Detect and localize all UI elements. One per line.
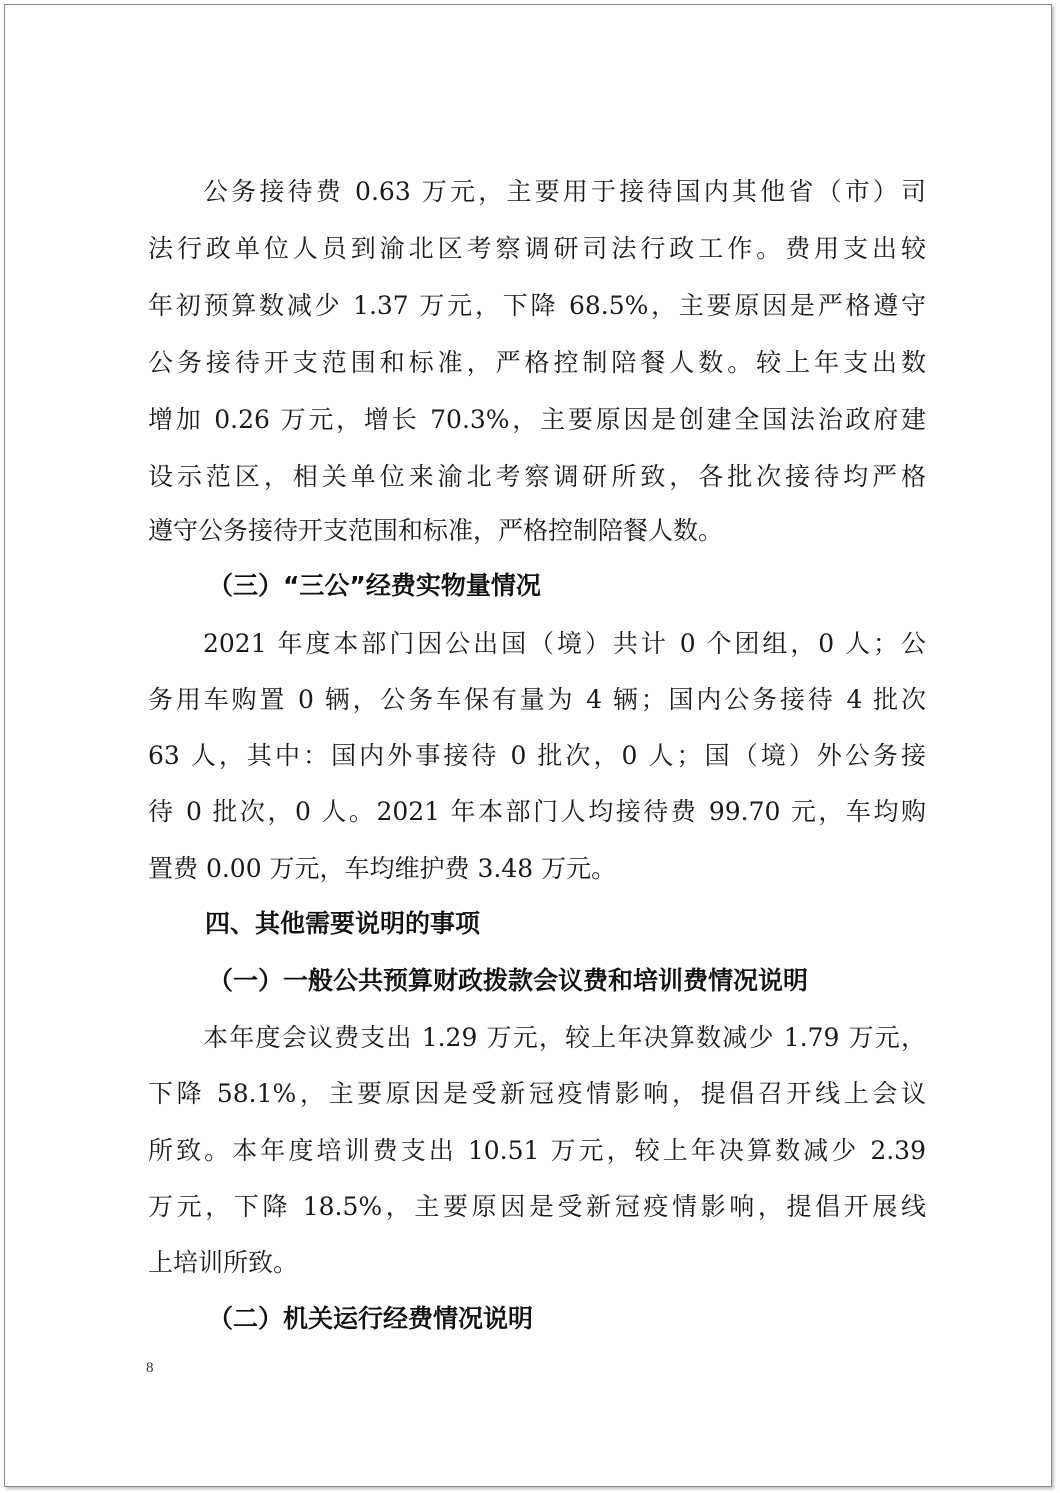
paragraph-line: 所致。本年度培训费支出 10.51 万元，较上年决算数减少 2.39 [148,1136,926,1165]
paragraph-line: 2021 年度本部门因公出国（境）共计 0 个团组，0 人；公 [203,629,926,658]
paragraph-line: 下降 58.1%，主要原因是受新冠疫情影响，提倡召开线上会议 [148,1079,926,1108]
section-heading-4-2: （二）机关运行经费情况说明 [208,1304,534,1333]
paragraph-line: 年初预算数减少 1.37 万元，下降 68.5%，主要原因是严格遵守 [148,291,926,320]
paragraph-line: 遵守公务接待开支范围和标准，严格控制陪餐人数。 [148,516,724,545]
paragraph-line: 上培训所致。 [148,1248,299,1277]
paragraph-line: 万元，下降 18.5%，主要原因是受新冠疫情影响，提倡开展线 [148,1192,926,1221]
section-heading-4-1: （一）一般公共预算财政拨款会议费和培训费情况说明 [208,966,809,995]
paragraph-line: 设示范区，相关单位来渝北考察调研所致，各批次接待均严格 [148,462,926,491]
paragraph-line: 置费 0.00 万元，车均维护费 3.48 万元。 [148,854,617,883]
paragraph-line: 63 人，其中：国内外事接待 0 批次，0 人；国（境）外公务接 [148,741,926,770]
paragraph-line: 务用车购置 0 辆，公务车保有量为 4 辆；国内公务接待 4 批次 [148,685,926,714]
paragraph-line: 公务接待费 0.63 万元，主要用于接待国内其他省（市）司 [203,177,926,206]
section-heading-4: 四、其他需要说明的事项 [205,909,481,938]
paragraph-line: 公务接待开支范围和标准，严格控制陪餐人数。较上年支出数 [148,348,926,377]
section-heading-3: （三）“三公”经费实物量情况 [208,571,541,600]
paragraph-line: 增加 0.26 万元，增长 70.3%，主要原因是创建全国法治政府建 [148,405,926,434]
page-number: 8 [146,1360,154,1376]
paragraph-line: 法行政单位人员到渝北区考察调研司法行政工作。费用支出较 [148,234,926,263]
paragraph-line: 待 0 批次，0 人。2021 年本部门人均接待费 99.70 元，车均购 [148,797,926,826]
paragraph-line: 本年度会议费支出 1.29 万元，较上年决算数减少 1.79 万元， [203,1023,926,1052]
